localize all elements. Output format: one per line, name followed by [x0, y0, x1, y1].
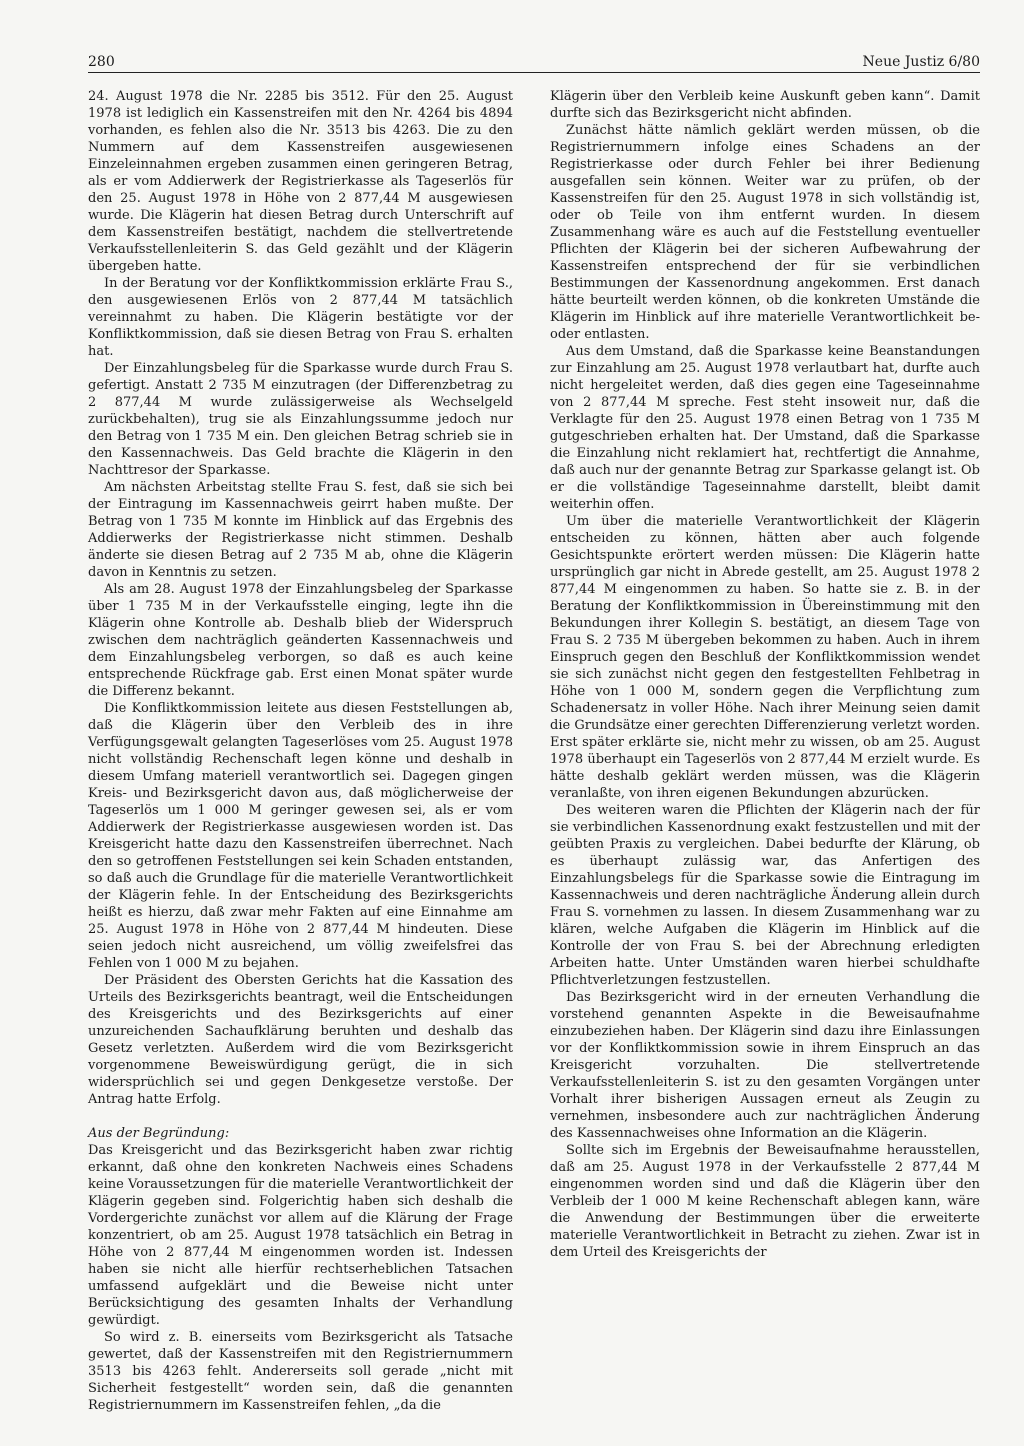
paragraph: So wird z. B. einerseits vom Bezirksgericht als Tatsache gewertet, daß der Kassenstreifen mit den Registriernummern 3513 bis 4263 fehlt. Andererseits soll gerade „nicht mit Sicherheit festgestellt“ worden sein, daß die genannten Registriernummern im Kassenstreifen fehlen, „da die — [88, 1330, 513, 1413]
paragraph: Sollte sich im Ergebnis der Beweisaufnahme herausstellen, daß am 25. August 1978 in der Verkaufsstelle 2 877,44 M eingenommen worden sind und daß die Klägerin über den Verbleib der 1 000 M keine Rechenschaft ablegen kann, wäre die Anwendung der Bestimmungen über die erweiterte materielle Verantwortlichkeit in Betracht zu ziehen. Zwar ist in dem Urteil des Kreisgerichts der — [550, 1143, 980, 1260]
left-column — [88, 88, 513, 1414]
right-column — [550, 88, 980, 1261]
paragraph: Um über die materielle Verantwortlichkeit der Klägerin entscheiden zu können, hätten aber auch folgende Gesichtspunkte erörtert werden müssen: Die Klägerin hatte ursprünglich gar nicht in Abrede gestellt, am 25. August 1978 2 877,44 M eingenommen zu haben. So hatte sie z. B. in der Beratung der Konfliktkommission in Übereinstimmung mit den Bekundungen ihrer Kollegin S. bestätigt, an diesem Tage von Frau S. 2 735 M übergeben bekommen zu haben. Auch in ihrem Einspruch gegen den Beschluß der Konfliktkommission wendet sie sich zunächst nicht gegen den festgestellten Fehlbetrag in Höhe von 1 000 M, sondern gegen die Verpflichtung zum Schadenersatz in voller Höhe. Nach ihrer Meinung seien damit die Grundsätze einer gerechten Differenzierung verletzt worden. Erst später erklärte sie, nicht mehr zu wissen, ob am 25. August 1978 überhaupt ein Tageserlös von 2 877,44 M erzielt wurde. Es hätte deshalb geklärt werden müssen, was die Klägerin veranlaßte, von ihren eigenen Bekundungen abzurücken. — [550, 514, 980, 801]
paragraph: In der Beratung vor der Konfliktkommission erklärte Frau S., den ausgewiesenen Erlös von 2 877,44 M tatsächlich vereinnahmt zu haben. Die Klägerin bestätigte vor der Konfliktkommission, daß sie diesen Betrag von Frau S. erhalten hat. — [88, 276, 513, 359]
paragraph: Das Bezirksgericht wird in der erneuten Verhandlung die vorstehend genannten Aspekte in die Beweisaufnahme einzubeziehen haben. Der Klägerin sind dazu ihre Einlassungen vor der Konfliktkommission sowie in ihrem Einspruch an das Kreisgericht vorzuhalten. Die stellvertretende Verkaufsstellenleiterin S. ist zu den gesamten Vorgängen unter Vorhalt ihrer bisherigen Aussagen erneut als Zeugin zu vernehmen, insbesondere auch zur nachträglichen Änderung des Kassennachweises ohne Information an die Klägerin. — [550, 990, 980, 1141]
page-header — [88, 50, 980, 74]
paragraph: Der Einzahlungsbeleg für die Sparkasse wurde durch Frau S. gefertigt. Anstatt 2 735 M einzutragen (der Differenzbetrag zu 2 877,44 M wurde zulässigerweise als Wechselgeld zurückbehalten), trug sie als Einzahlungssumme jedoch nur den Betrag von 1 735 M ein. Den gleichen Betrag schrieb sie in den Kassennachweis. Das Geld brachte die Klägerin in den Nachttresor der Sparkasse. — [88, 361, 513, 478]
paragraph: 24. August 1978 die Nr. 2285 bis 3512. Für den 25. August 1978 ist lediglich ein Kassenstreifen mit den Nr. 4264 bis 4894 vorhanden, es fehlen also die Nr. 3513 bis 4263. Die zu den Nummern auf dem Kassenstreifen ausgewiesenen Einzeleinnahmen ergeben zusammen einen geringeren Betrag, als er vom Addierwerk der Registrierkasse als Tageserlös für den 25. August 1978 in Höhe von 2 877,44 M ausgewiesen wurde. Die Klägerin hat diesen Betrag durch Unterschrift auf dem Kassenstreifen bestätigt, nachdem die stellvertretende Verkaufsstellenleiterin S. das Geld gezählt und der Klägerin übergeben hatte. — [88, 89, 513, 274]
section-heading: Aus der Begründung: — [88, 1126, 230, 1141]
journal-issue: Neue Justiz 6/80 — [862, 54, 980, 70]
paragraph: Des weiteren waren die Pflichten der Klägerin nach der für sie verbindlichen Kassenordnung exakt festzustellen und mit der geübten Praxis zu vergleichen. Dabei bedurfte der Klärung, ob es überhaupt zulässig war, das Anfertigen des Einzahlungsbelegs für die Sparkasse sowie die Eintragung im Kassennachweis und deren nachträgliche Änderung allein durch Frau S. vornehmen zu lassen. In diesem Zusammenhang war zu klären, welche Aufgaben die Klägerin im Hinblick auf die Kontrolle der von Frau S. bei der Abrechnung erledigten Arbeiten hatte. Unter Umständen waren hierbei schuldhafte Pflichtverletzungen festzustellen. — [550, 803, 980, 988]
paragraph: Aus dem Umstand, daß die Sparkasse keine Beanstandungen zur Einzahlung am 25. August 1978 verlautbart hat, durfte auch nicht hergeleitet werden, daß dies gegen eine Tageseinnahme von 2 877,44 M spreche. Fest steht insoweit nur, daß die Verklagte für den 25. August 1978 einen Betrag von 1 735 M gutgeschrieben erhalten hat. Der Umstand, daß die Sparkasse die Einzahlung nicht reklamiert hat, rechtfertigt die Annahme, daß auch nur der genannte Betrag zur Sparkasse gelangt ist. Ob er die vollständige Tageseinnahme darstellt, bleibt damit weiterhin offen. — [550, 344, 980, 512]
paragraph: Das Kreisgericht und das Bezirksgericht haben zwar richtig erkannt, daß ohne den konkreten Nachweis eines Schadens keine Voraussetzungen für die materielle Verantwortlichkeit der Klägerin gegeben sind. Folgerichtig haben sich deshalb die Vordergerichte zunächst vor allem auf die Klärung der Frage konzentriert, ob am 25. August 1978 tatsächlich ein Betrag in Höhe von 2 877,44 M eingenommen worden ist. Indessen haben sie nicht alle hierfür rechtserheblichen Tatsachen umfassend aufgeklärt und die Beweise nicht unter Berücksichtigung des gesamten Inhalts der Verhandlung gewürdigt. — [88, 1143, 513, 1328]
paragraph: Die Konfliktkommission leitete aus diesen Feststellungen ab, daß die Klägerin über den Verbleib des in ihre Verfügungsgewalt gelangten Tageserlöses vom 25. August 1978 nicht vollständig Rechenschaft legen könne und deshalb in diesem Umfang materiell verantwortlich sei. Dagegen gingen Kreis- und Bezirksgericht davon aus, daß möglicherweise der Tageserlös um 1 000 M geringer gewesen sei, als er vom Addierwerk der Registrierkasse ausgewiesen worden ist. Das Kreisgericht hatte dazu den Kassenstreifen überrechnet. Nach den so getroffenen Feststellungen sei kein Schaden entstanden, so daß auch die Grundlage für die materielle Verantwortlichkeit der Klägerin fehle. In der Entscheidung des Bezirksgerichts heißt es hierzu, daß zwar mehr Fakten auf eine Einnahme am 25. August 1978 in Höhe von 2 877,44 M hindeuten. Diese seien jedoch nicht ausreichend, um völlig zweifelsfrei das Fehlen von 1 000 M zu bejahen. — [88, 701, 513, 971]
paragraph: Klägerin über den Verbleib keine Auskunft geben kann“. Damit durfte sich das Bezirksgericht nicht abfinden. — [550, 89, 980, 121]
header-rule — [88, 72, 980, 73]
paragraph: Am nächsten Arbeitstag stellte Frau S. fest, daß sie sich bei der Eintragung im Kassennachweis geirrt haben mußte. Der Betrag von 1 735 M konnte im Hinblick auf das Ergebnis des Addierwerks der Registrierkasse nicht stimmen. Deshalb änderte sie diesen Betrag auf 2 735 M ab, ohne die Klägerin davon in Kenntnis zu setzen. — [88, 480, 513, 580]
paragraph: Als am 28. August 1978 der Einzahlungsbeleg der Sparkasse über 1 735 M in der Verkaufsstelle einging, legte ihn die Klägerin ohne Kontrolle ab. Deshalb blieb der Widerspruch zwischen dem nachträglich geänderten Kassennachweis und dem Einzahlungsbeleg verborgen, so daß es auch keine entsprechende Rückfrage gab. Erst einen Monat später wurde die Differenz bekannt. — [88, 582, 513, 699]
page-number: 280 — [88, 54, 115, 70]
paragraph: Zunächst hätte nämlich geklärt werden müssen, ob die Registriernummern infolge eines Schadens an der Registrierkasse oder durch Fehler bei ihrer Bedienung ausgefallen sein können. Weiter war zu prüfen, ob der Kassenstreifen für den 25. August 1978 in sich vollständig ist, oder ob Teile von ihm entfernt wurden. In diesem Zusammenhang wäre es auch auf die Feststellung eventueller Pflichten der Klägerin bei der sicheren Aufbewahrung der Kassenstreifen entsprechend der für sie verbindlichen Bestimmungen der Kassenordnung angekommen. Erst danach hätte beurteilt werden können, ob die konkreten Umstände die Klägerin im Hinblick auf ihre materielle Verantwortlichkeit be- oder entlasten. — [550, 123, 980, 342]
paragraph: Der Präsident des Obersten Gerichts hat die Kassation des Urteils des Bezirksgerichts beantragt, weil die Entscheidungen des Kreisgerichts und des Bezirksgerichts auf einer unzureichenden Sachaufklärung beruhten und deshalb das Gesetz verletzten. Außerdem wird die vom Bezirksgericht vorgenommene Beweiswürdigung gerügt, die in sich widersprüchlich sei und gegen Denkgesetze verstoße. Der Antrag hatte Erfolg. — [88, 973, 513, 1107]
